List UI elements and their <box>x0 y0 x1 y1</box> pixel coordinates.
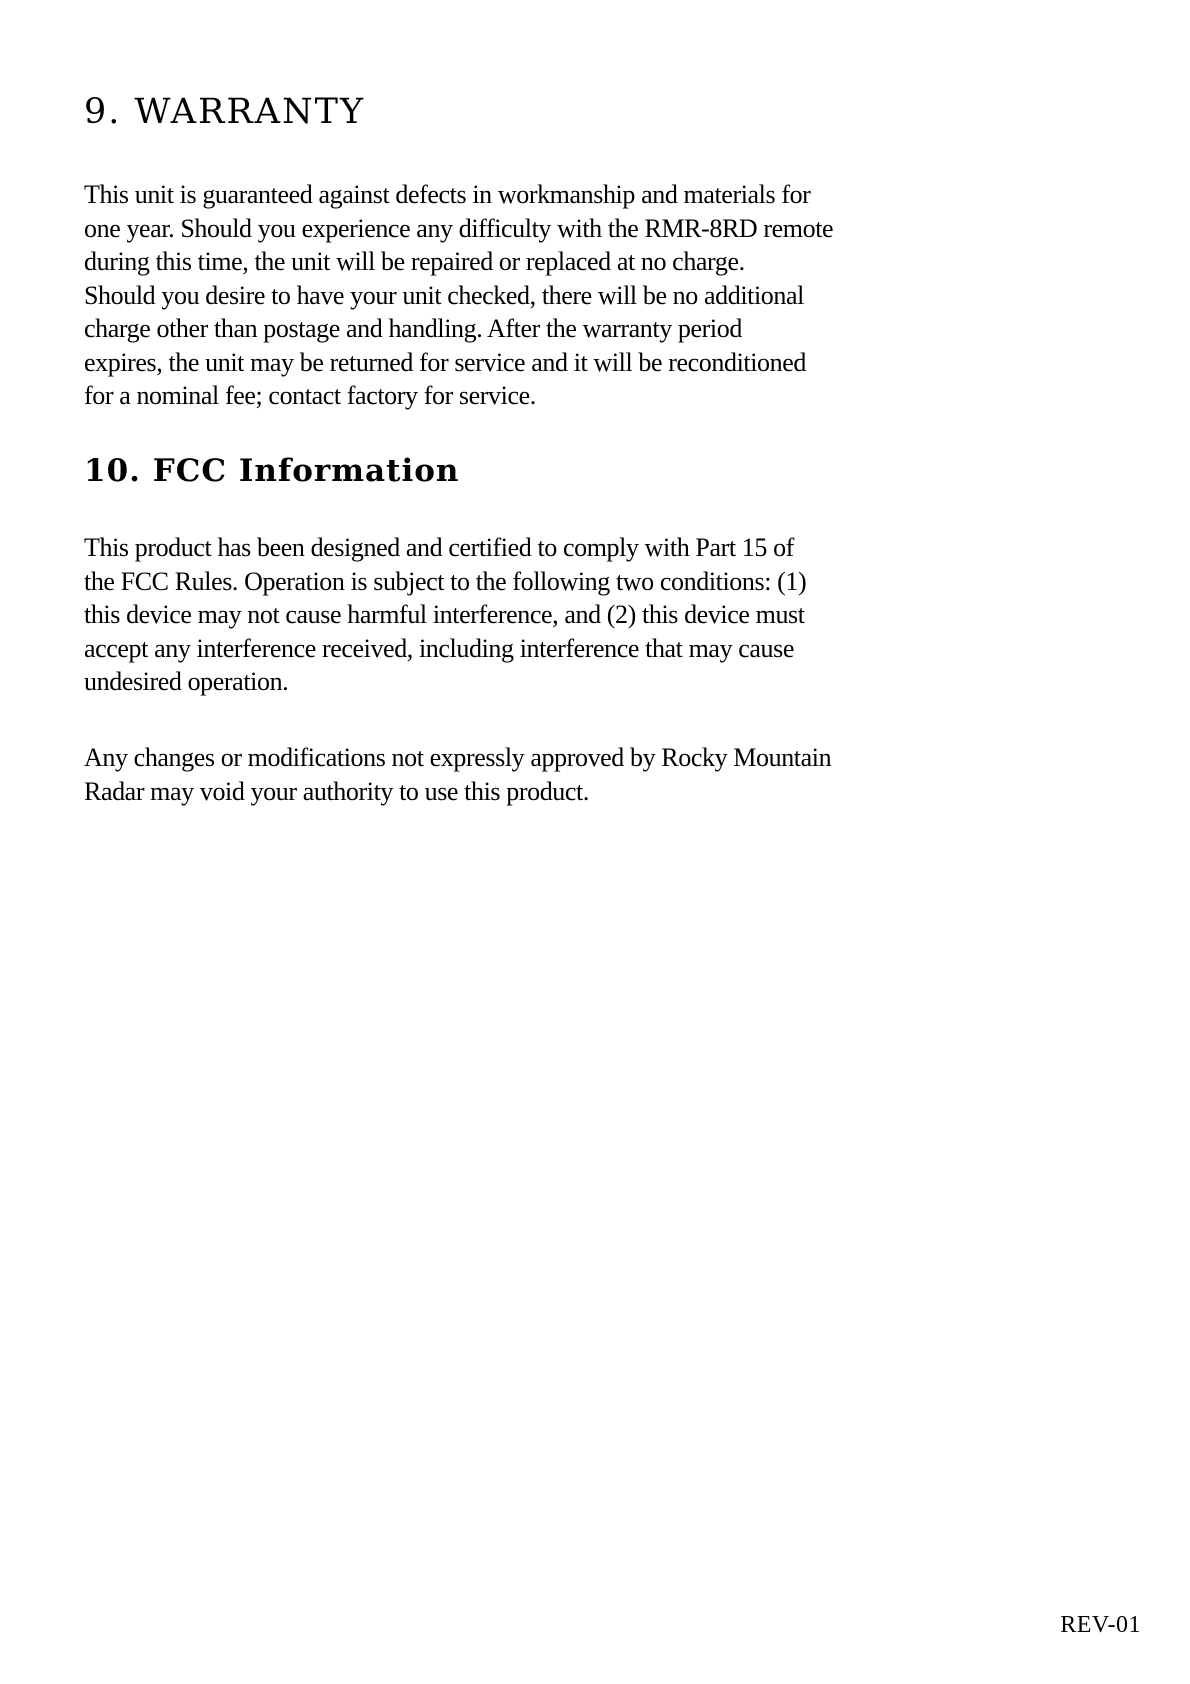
fcc-modifications-line: Any changes or modifications not expressly approved by Rocky Mountain <box>84 743 832 772</box>
fcc-heading: 10. FCC Information <box>84 453 460 489</box>
fcc-compliance-line: this device may not cause harmful interference, and (2) this device must <box>84 600 805 629</box>
revision-label: REV-01 <box>1060 1612 1141 1638</box>
warranty-line: one year. Should you experience any difficulty with the RMR-8RD remote <box>84 213 834 243</box>
fcc-compliance-line: This product has been designed and certified to comply with Part 15 of <box>84 533 794 562</box>
fcc-modifications-paragraph <box>84 741 831 808</box>
warranty-line: This unit is guaranteed against defects in workmanship and materials for <box>84 180 811 209</box>
fcc-compliance-paragraph <box>84 531 806 699</box>
fcc-compliance-line: the FCC Rules. Operation is subject to the following two conditions: (1) <box>84 566 807 596</box>
warranty-line: Should you desire to have your unit checked, there will be no additional <box>84 280 804 310</box>
warranty-line: for a nominal fee; contact factory for service. <box>84 381 536 410</box>
fcc-modifications-line: Radar may void your authority to use this product. <box>84 776 589 806</box>
warranty-heading: 9. WARRANTY <box>84 92 366 132</box>
warranty-line: expires, the unit may be returned for service and it will be reconditioned <box>84 347 806 377</box>
fcc-compliance-line: undesired operation. <box>84 667 289 696</box>
warranty-line: during this time, the unit will be repaired or replaced at no charge. <box>84 247 745 276</box>
warranty-line: charge other than postage and handling. After the warranty period <box>84 314 742 343</box>
warranty-paragraph <box>84 178 833 413</box>
fcc-compliance-line: accept any interference received, including interference that may cause <box>84 633 795 663</box>
